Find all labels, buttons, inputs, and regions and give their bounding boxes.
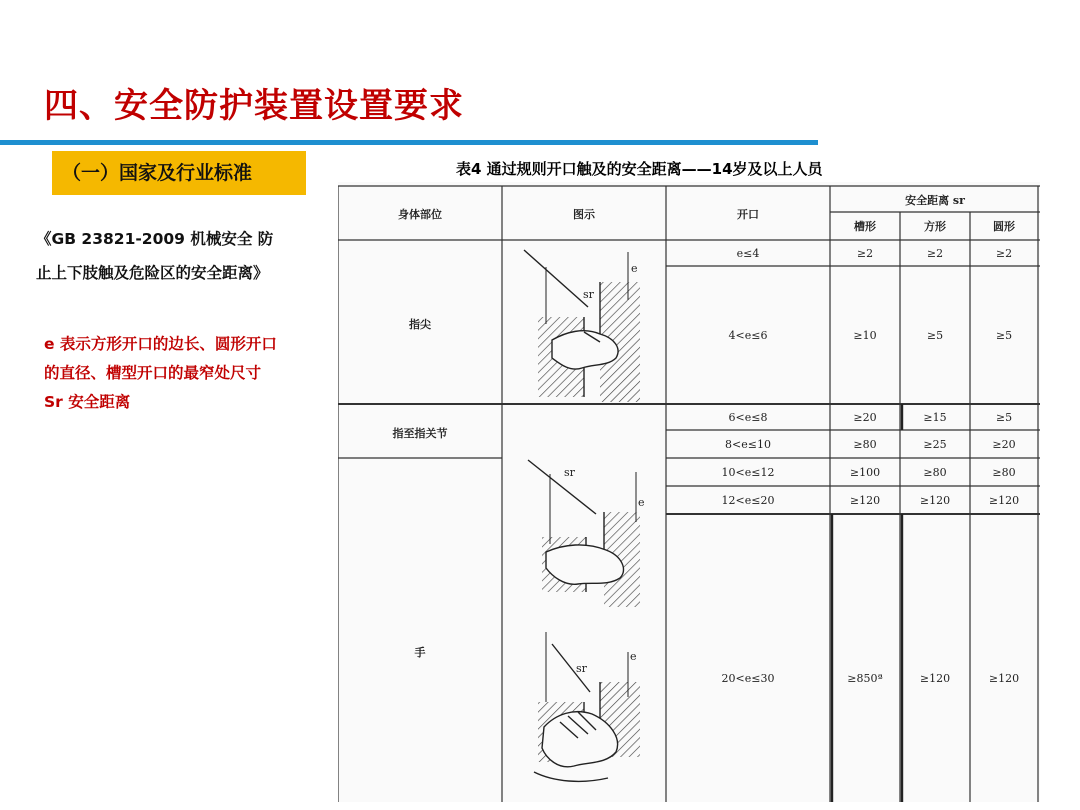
square-value: ≥80 (923, 466, 947, 479)
slot-value: ≥10 (853, 329, 877, 342)
sr-label: sr (576, 662, 587, 675)
e-label: e (638, 496, 645, 509)
slot-value: ≥2 (856, 247, 874, 260)
square-value: ≥2 (926, 247, 944, 260)
round-value: ≥5 (995, 411, 1013, 424)
slot-value: ≥120 (849, 494, 881, 507)
note-line-1: e 表示方形开口的边长、圆形开口 (44, 335, 277, 353)
round-value: ≥5 (995, 329, 1013, 342)
note-line-3: Sr 安全距离 (44, 393, 131, 411)
header-safety-distance: 安全距离 sr (905, 194, 965, 207)
square-value: ≥120 (919, 494, 951, 507)
square-value: ≥25 (923, 438, 947, 451)
hand-diagram (534, 632, 640, 781)
page-title: 四、安全防护装置设置要求 (44, 86, 464, 126)
body-part-finger-knuckle: 指至指关节 (392, 427, 448, 440)
square-value: ≥5 (926, 329, 944, 342)
standard-reference-line-1: 《GB 23821-2009 机械安全 防 (36, 230, 274, 248)
header-body-part: 身体部位 (398, 208, 442, 221)
opening-cell: 6<e≤8 (728, 411, 768, 424)
slot-value: ≥80 (853, 438, 877, 451)
section-heading: （一）国家及行业标准 (52, 151, 306, 195)
round-value: ≥20 (992, 438, 1016, 451)
round-value: ≥120 (988, 494, 1020, 507)
finger-knuckle-diagram (528, 460, 640, 607)
round-value: ≥80 (992, 466, 1016, 479)
header-square: 方形 (924, 220, 946, 233)
opening-cell: 12<e≤20 (721, 494, 775, 507)
note-line-2: 的直径、槽型开口的最窄处尺寸 (44, 364, 262, 382)
round-value: ≥120 (988, 672, 1020, 685)
slot-value: ≥100 (849, 466, 881, 479)
e-label: e (631, 262, 638, 275)
title-underline (0, 140, 818, 145)
standard-reference (36, 222, 306, 290)
safety-distance-table-svg (338, 182, 1040, 802)
body-part-fingertip: 指尖 (409, 318, 431, 331)
slot-value: ≥20 (853, 411, 877, 424)
header-round: 圆形 (993, 220, 1015, 233)
opening-cell: e≤4 (736, 247, 760, 260)
body-part-hand: 手 (414, 646, 426, 659)
slot-value: ≥850ª (847, 672, 883, 685)
round-value: ≥2 (995, 247, 1013, 260)
opening-cell: 10<e≤12 (721, 466, 775, 479)
sr-label: sr (583, 288, 594, 301)
fingertip-diagram (524, 250, 640, 402)
standard-reference-line-2: 止上下肢触及危险区的安全距离》 (36, 264, 269, 282)
header-slot: 槽形 (854, 220, 876, 233)
opening-cell: 8<e≤10 (725, 438, 771, 451)
table-caption: 表4 通过规则开口触及的安全距离——14岁及以上人员 (456, 160, 823, 178)
opening-cell: 4<e≤6 (728, 329, 768, 342)
header-opening: 开口 (737, 208, 759, 221)
safety-distance-table (338, 182, 1040, 802)
header-illustration: 图示 (573, 208, 595, 221)
square-value: ≥15 (923, 411, 947, 424)
e-label: e (630, 650, 637, 663)
definition-note (44, 330, 324, 417)
square-value: ≥120 (919, 672, 951, 685)
sr-label: sr (564, 466, 575, 479)
highlight-border (832, 404, 902, 802)
opening-cell: 20<e≤30 (721, 672, 775, 685)
